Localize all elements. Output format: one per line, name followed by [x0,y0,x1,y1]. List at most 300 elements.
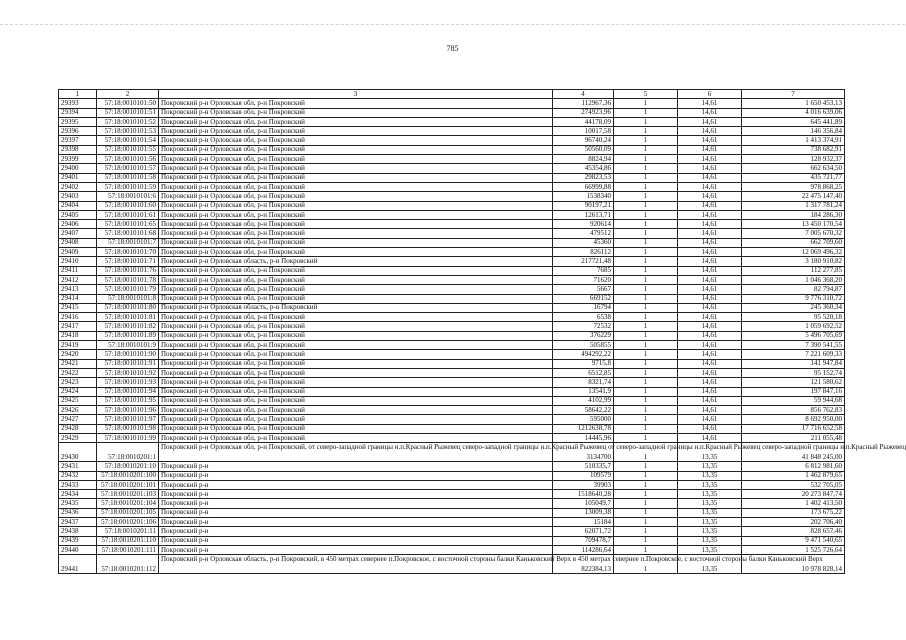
area-cell: 1538340 [553,192,614,201]
row-number-cell: 29432 [59,471,97,480]
count-cell: 1 [614,545,678,554]
address-cell: Покровский р-н Орловская обл, р-н Покровский [159,266,553,275]
table-row [59,313,845,322]
count-cell: 1 [614,136,678,145]
table-row [59,117,845,126]
cadastral-number-cell: 57:18:0010101:99 [97,433,159,442]
rate-cell: 14,61 [678,117,742,126]
address-cell: Покровский р-н Орловская обл, р-н Покровский [159,359,553,368]
cadastral-value-cell: 532 705,05 [742,480,845,489]
cadastral-value-cell: 7 390 541,55 [742,341,845,350]
rate-cell: 14,61 [678,173,742,182]
row-number-cell: 29399 [59,155,97,164]
count-cell: 1 [614,462,678,471]
table-row [59,238,845,247]
area-cell: 10017,58 [553,127,614,136]
address-cell: Покровский р-н Орловская обл, р-н Покровский [159,210,553,219]
row-number-cell: 29419 [59,341,97,350]
rate-cell: 14,61 [678,387,742,396]
area-cell: 16794 [553,303,614,312]
address-cell: Покровский р-н Орловская обл, р-н Покровский [159,238,553,247]
rate-cell: 13,35 [678,508,742,517]
row-number-cell: 29422 [59,368,97,377]
cadastral-value-cell: 82 794,87 [742,285,845,294]
address-cell: Покровский р-н [159,536,553,545]
address-cell: Покровский р-н Орловская обл, р-н Покровский [159,164,553,173]
rate-cell: 14,61 [678,145,742,154]
rate-cell: 14,61 [678,257,742,266]
area-cell: 376229 [553,331,614,340]
count-cell: 1 [614,424,678,433]
cadastral-value-cell: 128 932,37 [742,155,845,164]
rate-cell: 14,61 [678,294,742,303]
cadastral-number-cell: 57:18:0010101:71 [97,257,159,266]
area-cell: 7685 [553,266,614,275]
area-cell: 920614 [553,220,614,229]
count-cell: 1 [614,303,678,312]
area-cell: 595000 [553,415,614,424]
count-cell: 1 [614,536,678,545]
row-number-cell: 29440 [59,545,97,554]
count-cell: 1 [614,368,678,377]
row-number-cell: 29421 [59,359,97,368]
cadastral-value-cell: 245 360,34 [742,303,845,312]
cadastral-number-cell: 57:18:0010101:9 [97,341,159,350]
row-number-cell: 29396 [59,127,97,136]
row-number-cell: 29394 [59,108,97,117]
address-cell: Покровский р-н Орловская обл, р-н Покровский [159,424,553,433]
row-number-cell: 29430 [59,443,97,462]
header-cell: 2 [97,90,159,99]
address-cell: Покровский р-н Орловская обл, р-н Покровский [159,192,553,201]
address-cell: Покровский р-н [159,508,553,517]
row-number-cell: 29405 [59,210,97,219]
row-number-cell: 29437 [59,518,97,527]
cadastral-value-cell: 146 356,84 [742,127,845,136]
address-cell: Покровский р-н Орловская обл, р-н Покровский [159,396,553,405]
count-cell: 1 [614,248,678,257]
cadastral-value-cell: 13 450 170,54 [742,220,845,229]
area-cell: 105049,7 [553,499,614,508]
count-cell: 1 [614,555,678,574]
count-cell: 1 [614,322,678,331]
row-number-cell: 29426 [59,406,97,415]
table-row [59,303,845,312]
address-cell: Покровский р-н [159,480,553,489]
count-cell: 1 [614,443,678,462]
count-cell: 1 [614,117,678,126]
cadastral-number-cell: 57:18:0010201:105 [97,508,159,517]
cadastral-number-cell: 57:18:0010101:60 [97,201,159,210]
count-cell: 1 [614,378,678,387]
rate-cell: 13,35 [678,462,742,471]
table-row [59,396,845,405]
header-cell: 4 [553,90,614,99]
count-cell: 1 [614,164,678,173]
count-cell: 1 [614,490,678,499]
table-row [59,433,845,442]
rate-cell: 14,61 [678,136,742,145]
cadastral-value-cell: 17 716 652,58 [742,424,845,433]
address-cell: Покровский р-н Орловская обл, р-н Покровский [159,285,553,294]
area-cell: 9715,8 [553,359,614,368]
row-number-cell: 29406 [59,220,97,229]
table-row [59,266,845,275]
area-cell: 479512 [553,229,614,238]
cadastral-number-cell: 57:18:0010101:65 [97,220,159,229]
address-cell: Покровский р-н Орловская обл, р-н Покровский [159,99,553,108]
row-number-cell: 29420 [59,350,97,359]
table-row [59,248,845,257]
cadastral-value-cell: 662 709,60 [742,238,845,247]
address-cell: Покровский р-н Орловская обл, р-н Покровский [159,341,553,350]
cadastral-value-cell: 1 059 692,52 [742,322,845,331]
cadastral-value-cell: 1 462 879,65 [742,471,845,480]
table-row [59,257,845,266]
cadastral-value-cell: 141 947,84 [742,359,845,368]
address-cell: Покровский р-н Орловская обл, р-н Покровский [159,201,553,210]
row-number-cell: 29402 [59,182,97,191]
rate-cell: 14,61 [678,368,742,377]
address-cell: Покровский р-н Орловская обл, р-н Покровский [159,220,553,229]
rate-cell: 13,35 [678,527,742,536]
cadastral-value-cell: 10 978 828,14 [742,555,845,574]
cadastral-value-cell: 856 762,83 [742,406,845,415]
table-row [59,406,845,415]
address-cell: Покровский р-н Орловская обл, р-н Покровский [159,350,553,359]
count-cell: 1 [614,499,678,508]
area-cell: 4102,99 [553,396,614,405]
address-cell: Покровский р-н Орловская область, р-н Покровский [159,257,553,266]
row-number-cell: 29410 [59,257,97,266]
cadastral-value-cell: 1 317 781,24 [742,201,845,210]
address-cell: Покровский р-н [159,518,553,527]
header-cell: 6 [678,90,742,99]
address-cell: Покровский р-н [159,499,553,508]
count-cell: 1 [614,350,678,359]
cadastral-value-cell: 1 650 453,13 [742,99,845,108]
area-cell: 15184 [553,518,614,527]
area-cell: 45360 [553,238,614,247]
cadastral-number-cell: 57:18:0010101:80 [97,303,159,312]
table-row [59,341,845,350]
table-row [59,275,845,284]
cadastral-value-cell: 4 016 639,06 [742,108,845,117]
cadastral-value-cell: 59 944,68 [742,396,845,405]
area-cell: 1212638,78 [553,424,614,433]
table-row [59,322,845,331]
row-number-cell: 29424 [59,387,97,396]
row-number-cell: 29428 [59,424,97,433]
row-number-cell: 29413 [59,285,97,294]
rate-cell: 13,35 [678,518,742,527]
cadastral-number-cell: 57:18:0010101:58 [97,173,159,182]
row-number-cell: 29423 [59,378,97,387]
header-cell: 1 [59,90,97,99]
cadastral-number-cell: 57:18:0010101:89 [97,331,159,340]
cadastral-number-cell: 57:18:0010101:82 [97,322,159,331]
count-cell: 1 [614,406,678,415]
area-cell: 494292,22 [553,350,614,359]
cadastral-number-cell: 57:18:0010101:51 [97,108,159,117]
rate-cell: 14,61 [678,108,742,117]
rate-cell: 14,61 [678,415,742,424]
address-cell: Покровский р-н Орловская обл, р-н Покровский, от северо-западной границы н.п.Красный Рыжевец северо-западной границы н.п.Красный Рыжевец от северо-западной границы н.п.Красный Рыжевец северо-западной границы н.п.Красный Рыжевец [159,443,553,462]
cadastral-number-cell: 57:18:0010101:8 [97,294,159,303]
rate-cell: 14,61 [678,127,742,136]
cadastral-number-cell: 57:18:0010201:104 [97,499,159,508]
table-row [59,387,845,396]
rate-cell: 14,61 [678,201,742,210]
area-cell: 90197,21 [553,201,614,210]
count-cell: 1 [614,173,678,182]
rate-cell: 14,61 [678,322,742,331]
row-number-cell: 29408 [59,238,97,247]
table-row [59,136,845,145]
rate-cell: 14,61 [678,313,742,322]
area-cell: 66999,88 [553,182,614,191]
rate-cell: 14,61 [678,433,742,442]
cadastral-number-cell: 57:18:0010101:6 [97,192,159,201]
row-number-cell: 29436 [59,508,97,517]
address-cell: Покровский р-н Орловская обл, р-н Покровский [159,108,553,117]
address-cell: Покровский р-н Орловская обл, р-н Покровский [159,248,553,257]
table-row [59,359,845,368]
table-row [59,145,845,154]
cadastral-value-cell: 645 441,89 [742,117,845,126]
row-number-cell: 29434 [59,490,97,499]
area-cell: 6538 [553,313,614,322]
address-cell: Покровский р-н Орловская обл, р-н Покровский [159,433,553,442]
table-row [59,527,845,536]
cadastral-value-cell: 1 525 726,64 [742,545,845,554]
rate-cell: 13,35 [678,490,742,499]
area-cell: 62071,72 [553,527,614,536]
count-cell: 1 [614,192,678,201]
rate-cell: 14,61 [678,359,742,368]
cadastral-number-cell: 57:18:0010101:81 [97,313,159,322]
count-cell: 1 [614,341,678,350]
rate-cell: 14,61 [678,285,742,294]
row-number-cell: 29395 [59,117,97,126]
rate-cell: 14,61 [678,238,742,247]
cadastral-number-cell: 57:18:0010101:94 [97,387,159,396]
area-cell: 822384,13 [553,555,614,574]
rate-cell: 14,61 [678,164,742,173]
cadastral-number-cell: 57:18:0010201:103 [97,490,159,499]
address-cell: Покровский р-н Орловская обл, р-н Покровский [159,313,553,322]
header-cell: 5 [614,90,678,99]
cadastral-value-cell: 12 069 496,32 [742,248,845,257]
rate-cell: 14,61 [678,350,742,359]
row-number-cell: 29412 [59,275,97,284]
area-cell: 8321,74 [553,378,614,387]
row-number-cell: 29415 [59,303,97,312]
count-cell: 1 [614,257,678,266]
cadastral-value-cell: 435 721,77 [742,173,845,182]
rate-cell: 14,61 [678,99,742,108]
count-cell: 1 [614,480,678,489]
rate-cell: 13,35 [678,536,742,545]
cadastral-value-cell: 8 692 950,00 [742,415,845,424]
table-row [59,210,845,219]
cadastral-number-cell: 57:18:0010101:7 [97,238,159,247]
row-number-cell: 29393 [59,99,97,108]
count-cell: 1 [614,359,678,368]
table-row [59,201,845,210]
address-cell: Покровский р-н Орловская обл, р-н Покровский [159,415,553,424]
area-cell: 45354,86 [553,164,614,173]
cadastral-value-cell: 9 776 310,72 [742,294,845,303]
rate-cell: 13,35 [678,499,742,508]
count-cell: 1 [614,275,678,284]
cadastral-number-cell: 57:18:0010201:101 [97,480,159,489]
table-row [59,127,845,136]
address-cell: Покровский р-н [159,471,553,480]
count-cell: 1 [614,182,678,191]
cadastral-value-cell: 211 055,48 [742,433,845,442]
count-cell: 1 [614,220,678,229]
cadastral-value-cell: 1 413 374,91 [742,136,845,145]
table-row [59,182,845,191]
cadastral-number-cell: 57:18:0010101:91 [97,359,159,368]
address-cell: Покровский р-н Орловская область, р-н Покровский, в 450 метрах севернее п.Покровское, с восточной стороны балки Каньковский Верх в 450 метрах севернее п.Покровское, с восточной стороны балки Каньковский Верх [159,555,553,574]
table-row [59,545,845,554]
cadastral-number-cell: 57:18:0010101:61 [97,210,159,219]
row-number-cell: 29433 [59,480,97,489]
rate-cell: 14,61 [678,210,742,219]
area-cell: 217721,48 [553,257,614,266]
cadastral-number-cell: 57:18:0010201:106 [97,518,159,527]
count-cell: 1 [614,201,678,210]
table-row [59,285,845,294]
address-cell: Покровский р-н Орловская обл, р-н Покровский [159,331,553,340]
table-row [59,294,845,303]
cadastral-number-cell: 57:18:0010101:59 [97,182,159,191]
rate-cell: 14,61 [678,182,742,191]
area-cell: 669152 [553,294,614,303]
count-cell: 1 [614,285,678,294]
cadastral-value-cell: 7 005 670,32 [742,229,845,238]
area-cell: 13541,9 [553,387,614,396]
count-cell: 1 [614,266,678,275]
table-row [59,350,845,359]
area-cell: 14445,96 [553,433,614,442]
row-number-cell: 29418 [59,331,97,340]
cadastral-value-cell: 95 520,18 [742,313,845,322]
address-cell: Покровский р-н Орловская обл, р-н Покровский [159,229,553,238]
count-cell: 1 [614,331,678,340]
area-cell: 39903 [553,480,614,489]
cadastral-number-cell: 57:18:0010101:55 [97,145,159,154]
cadastral-number-cell: 57:18:0010201:111 [97,545,159,554]
cadastral-value-cell: 9 471 540,65 [742,536,845,545]
cadastral-number-cell: 57:18:0010101:98 [97,424,159,433]
table-row [59,192,845,201]
count-cell: 1 [614,518,678,527]
table-row [59,378,845,387]
address-cell: Покровский р-н Орловская обл, р-н Покровский [159,368,553,377]
area-cell: 6512,85 [553,368,614,377]
address-cell: Покровский р-н Орловская обл, р-н Покровский [159,182,553,191]
rate-cell: 13,35 [678,555,742,574]
table-row [59,155,845,164]
table-row [59,499,845,508]
row-number-cell: 29417 [59,322,97,331]
cadastral-value-cell: 22 475 147,40 [742,192,845,201]
address-cell: Покровский р-н Орловская обл, р-н Покровский [159,155,553,164]
table-row [59,508,845,517]
cadastral-number-cell: 57:18:0010101:92 [97,368,159,377]
area-cell: 72532 [553,322,614,331]
cadastral-number-cell: 57:18:0010101:76 [97,266,159,275]
cadastral-value-cell: 3 180 910,82 [742,257,845,266]
cadastral-number-cell: 57:18:0010101:50 [97,99,159,108]
count-cell: 1 [614,127,678,136]
area-cell: 44178,09 [553,117,614,126]
count-cell: 1 [614,508,678,517]
address-cell: Покровский р-н Орловская обл, р-н Покровский [159,173,553,182]
area-cell: 1518640,28 [553,490,614,499]
cadastral-value-cell: 662 634,50 [742,164,845,173]
cadastral-value-cell: 173 675,22 [742,508,845,517]
rate-cell: 14,61 [678,341,742,350]
cadastral-number-cell: 57:18:0010101:96 [97,406,159,415]
count-cell: 1 [614,99,678,108]
count-cell: 1 [614,145,678,154]
table-row [59,229,845,238]
rate-cell: 14,61 [678,248,742,257]
rate-cell: 14,61 [678,378,742,387]
row-number-cell: 29414 [59,294,97,303]
row-number-cell: 29404 [59,201,97,210]
rate-cell: 14,61 [678,192,742,201]
count-cell: 1 [614,387,678,396]
cadastral-number-cell: 57:18:0010101:52 [97,117,159,126]
count-cell: 1 [614,433,678,442]
cadastral-value-cell: 6 812 981,60 [742,462,845,471]
cadastral-number-cell: 57:18:0010101:68 [97,229,159,238]
cadastral-number-cell: 57:18:0010201:100 [97,471,159,480]
cadastral-number-cell: 57:18:0010201:110 [97,536,159,545]
row-number-cell: 29411 [59,266,97,275]
rate-cell: 14,61 [678,155,742,164]
count-cell: 1 [614,294,678,303]
cadastral-value-cell: 41 848 245,00 [742,443,845,462]
area-cell: 274923,96 [553,108,614,117]
table-row [59,471,845,480]
address-cell: Покровский р-н Орловская обл, р-н Покровский [159,294,553,303]
row-number-cell: 29435 [59,499,97,508]
rate-cell: 14,61 [678,406,742,415]
count-cell: 1 [614,471,678,480]
area-cell: 71620 [553,275,614,284]
table-row [59,331,845,340]
cadastral-value-cell: 978 868,25 [742,182,845,191]
rate-cell: 13,35 [678,480,742,489]
cadastral-value-cell: 121 580,62 [742,378,845,387]
table-row [59,480,845,489]
header-cell: 7 [742,90,845,99]
area-cell: 8824,94 [553,155,614,164]
address-cell: Покровский р-н Орловская обл, р-н Покровский [159,378,553,387]
cadastral-number-cell: 57:18:0010101:78 [97,275,159,284]
address-cell: Покровский р-н Орловская область, р-н Покровский [159,303,553,312]
cadastral-number-cell: 57:18:0010201:112 [97,555,159,574]
row-number-cell: 29407 [59,229,97,238]
address-cell: Покровский р-н [159,490,553,499]
table-row [59,518,845,527]
